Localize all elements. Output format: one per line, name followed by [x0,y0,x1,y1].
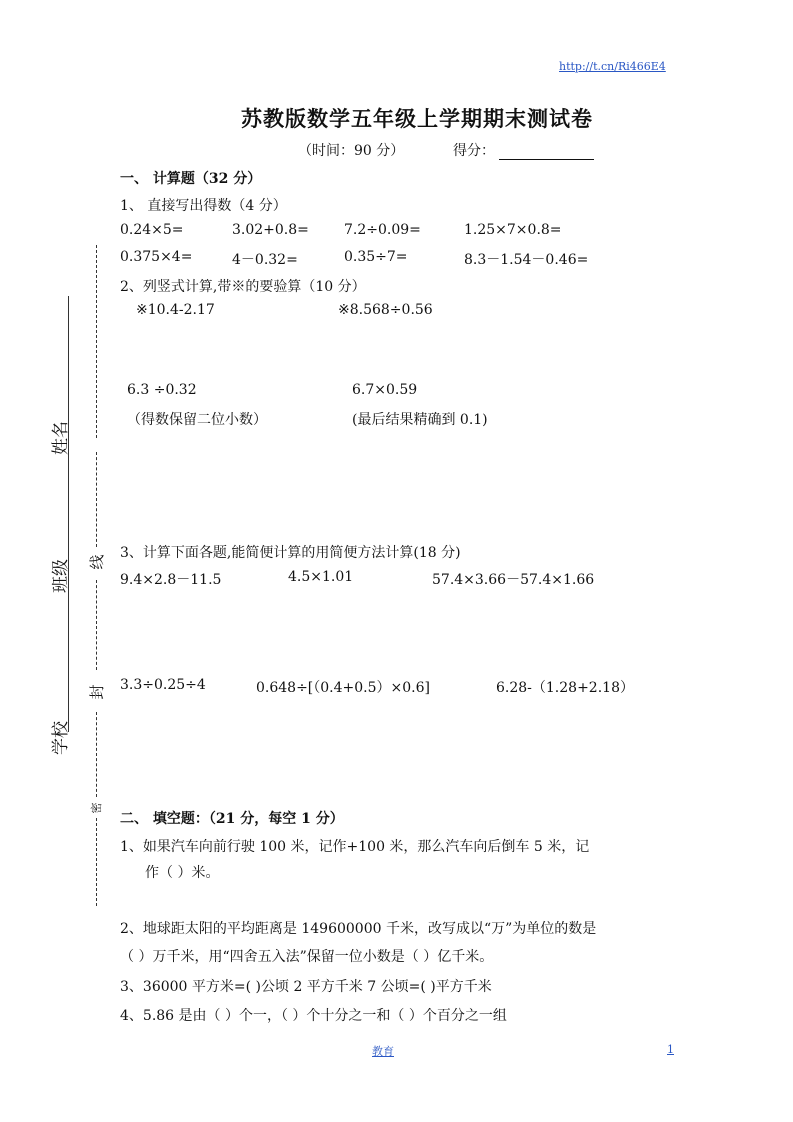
q3-row1-item3: 57.4×3.66－57.4×1.66 [432,572,595,588]
binding-dashed-line-3 [96,580,97,670]
line-label: 线 [88,554,106,570]
seal-label: 封 [88,684,106,700]
q1-row1-item1: 0.24×5= [120,222,184,238]
page-title: 苏教版数学五年级上学期期末测试卷 [241,106,593,131]
name-label: 姓名 [51,421,71,455]
q1-row2-item2: 4－0.32= [232,252,298,268]
q1-label: 1、 直接写出得数（4 分） [120,198,287,214]
q3-row1-item1: 9.4×2.8－11.5 [120,572,222,588]
school-label: 学校 [51,721,71,755]
q3-label: 3、计算下面各题,能简便计算的用简便方法计算(18 分) [120,545,461,561]
q3-row2-item3: 6.28-（1.28+2.18） [496,680,634,696]
s2-q1-line1: 1、如果汽车向前行驶 100 米，记作+100 米，那么汽车向后倒车 5 米，记 [120,839,590,855]
s2-q3: 3、36000 平方米=( )公顷 2 平方千米 7 公顷=( )平方千米 [120,979,492,995]
s2-q1-line2: 作（ ）米。 [145,865,220,881]
score-field [453,140,594,160]
binding-dashed-line-2 [96,452,97,547]
q3-row2-item1: 3.3÷0.25÷4 [120,677,206,693]
q1-row2-item3: 0.35÷7= [344,249,408,265]
q1-row1-item4: 1.25×7×0.8= [464,222,562,238]
class-label: 班级 [51,559,71,593]
q2-item-c-note: （得数保留二位小数） [127,412,267,428]
q2-item-c: 6.3 ÷0.32 [127,382,197,398]
s2-q2-line1: 2、地球距太阳的平均距离是 149600000 千米，改写成以“万”为单位的数是 [120,921,597,937]
binding-dashed-line-4 [96,712,97,797]
footer-center-link[interactable]: 教育 [372,1045,394,1058]
q1-row1-item2: 3.02+0.8= [232,222,309,238]
score-label: 得分： [453,143,495,159]
q1-row2-item1: 0.375×4= [120,249,193,265]
s2-q2-line2: （ ）万千米，用“四舍五入法”保留一位小数是（ ）亿千米。 [120,949,494,965]
binding-solid-line [68,296,69,732]
section2-heading: 二、 填空题：（21 分，每空 1 分） [120,811,344,827]
q2-item-d: 6.7×0.59 [352,382,418,398]
q2-item-a: ※10.4-2.17 [136,302,215,318]
s2-q4: 4、5.86 是由（ ）个一，（ ）个十分之一和（ ）个百分之一组 [120,1008,507,1024]
section1-heading: 一、 计算题（32 分） [120,171,262,187]
q3-row2-item2: 0.648÷[（0.4+0.5）×0.6] [256,680,430,696]
binding-dashed-line-1 [96,245,97,438]
page-number: 1 [667,1043,674,1056]
header-url-link[interactable]: http://t.cn/Ri466E4 [559,60,666,73]
q3-row1-item2: 4.5×1.01 [288,569,354,585]
q2-item-d-note: (最后结果精确到 0.1) [352,412,488,428]
q2-label: 2、列竖式计算,带※的要验算（10 分） [120,279,366,295]
score-blank [499,145,594,160]
binding-dashed-line-5 [96,818,97,906]
q1-row1-item3: 7.2÷0.09= [344,222,421,238]
secret-label: 密 [90,802,103,814]
q2-item-b: ※8.568÷0.56 [338,302,433,318]
q1-row2-item4: 8.3－1.54－0.46= [464,252,589,268]
time-limit: （时间：90 分） [298,143,405,159]
